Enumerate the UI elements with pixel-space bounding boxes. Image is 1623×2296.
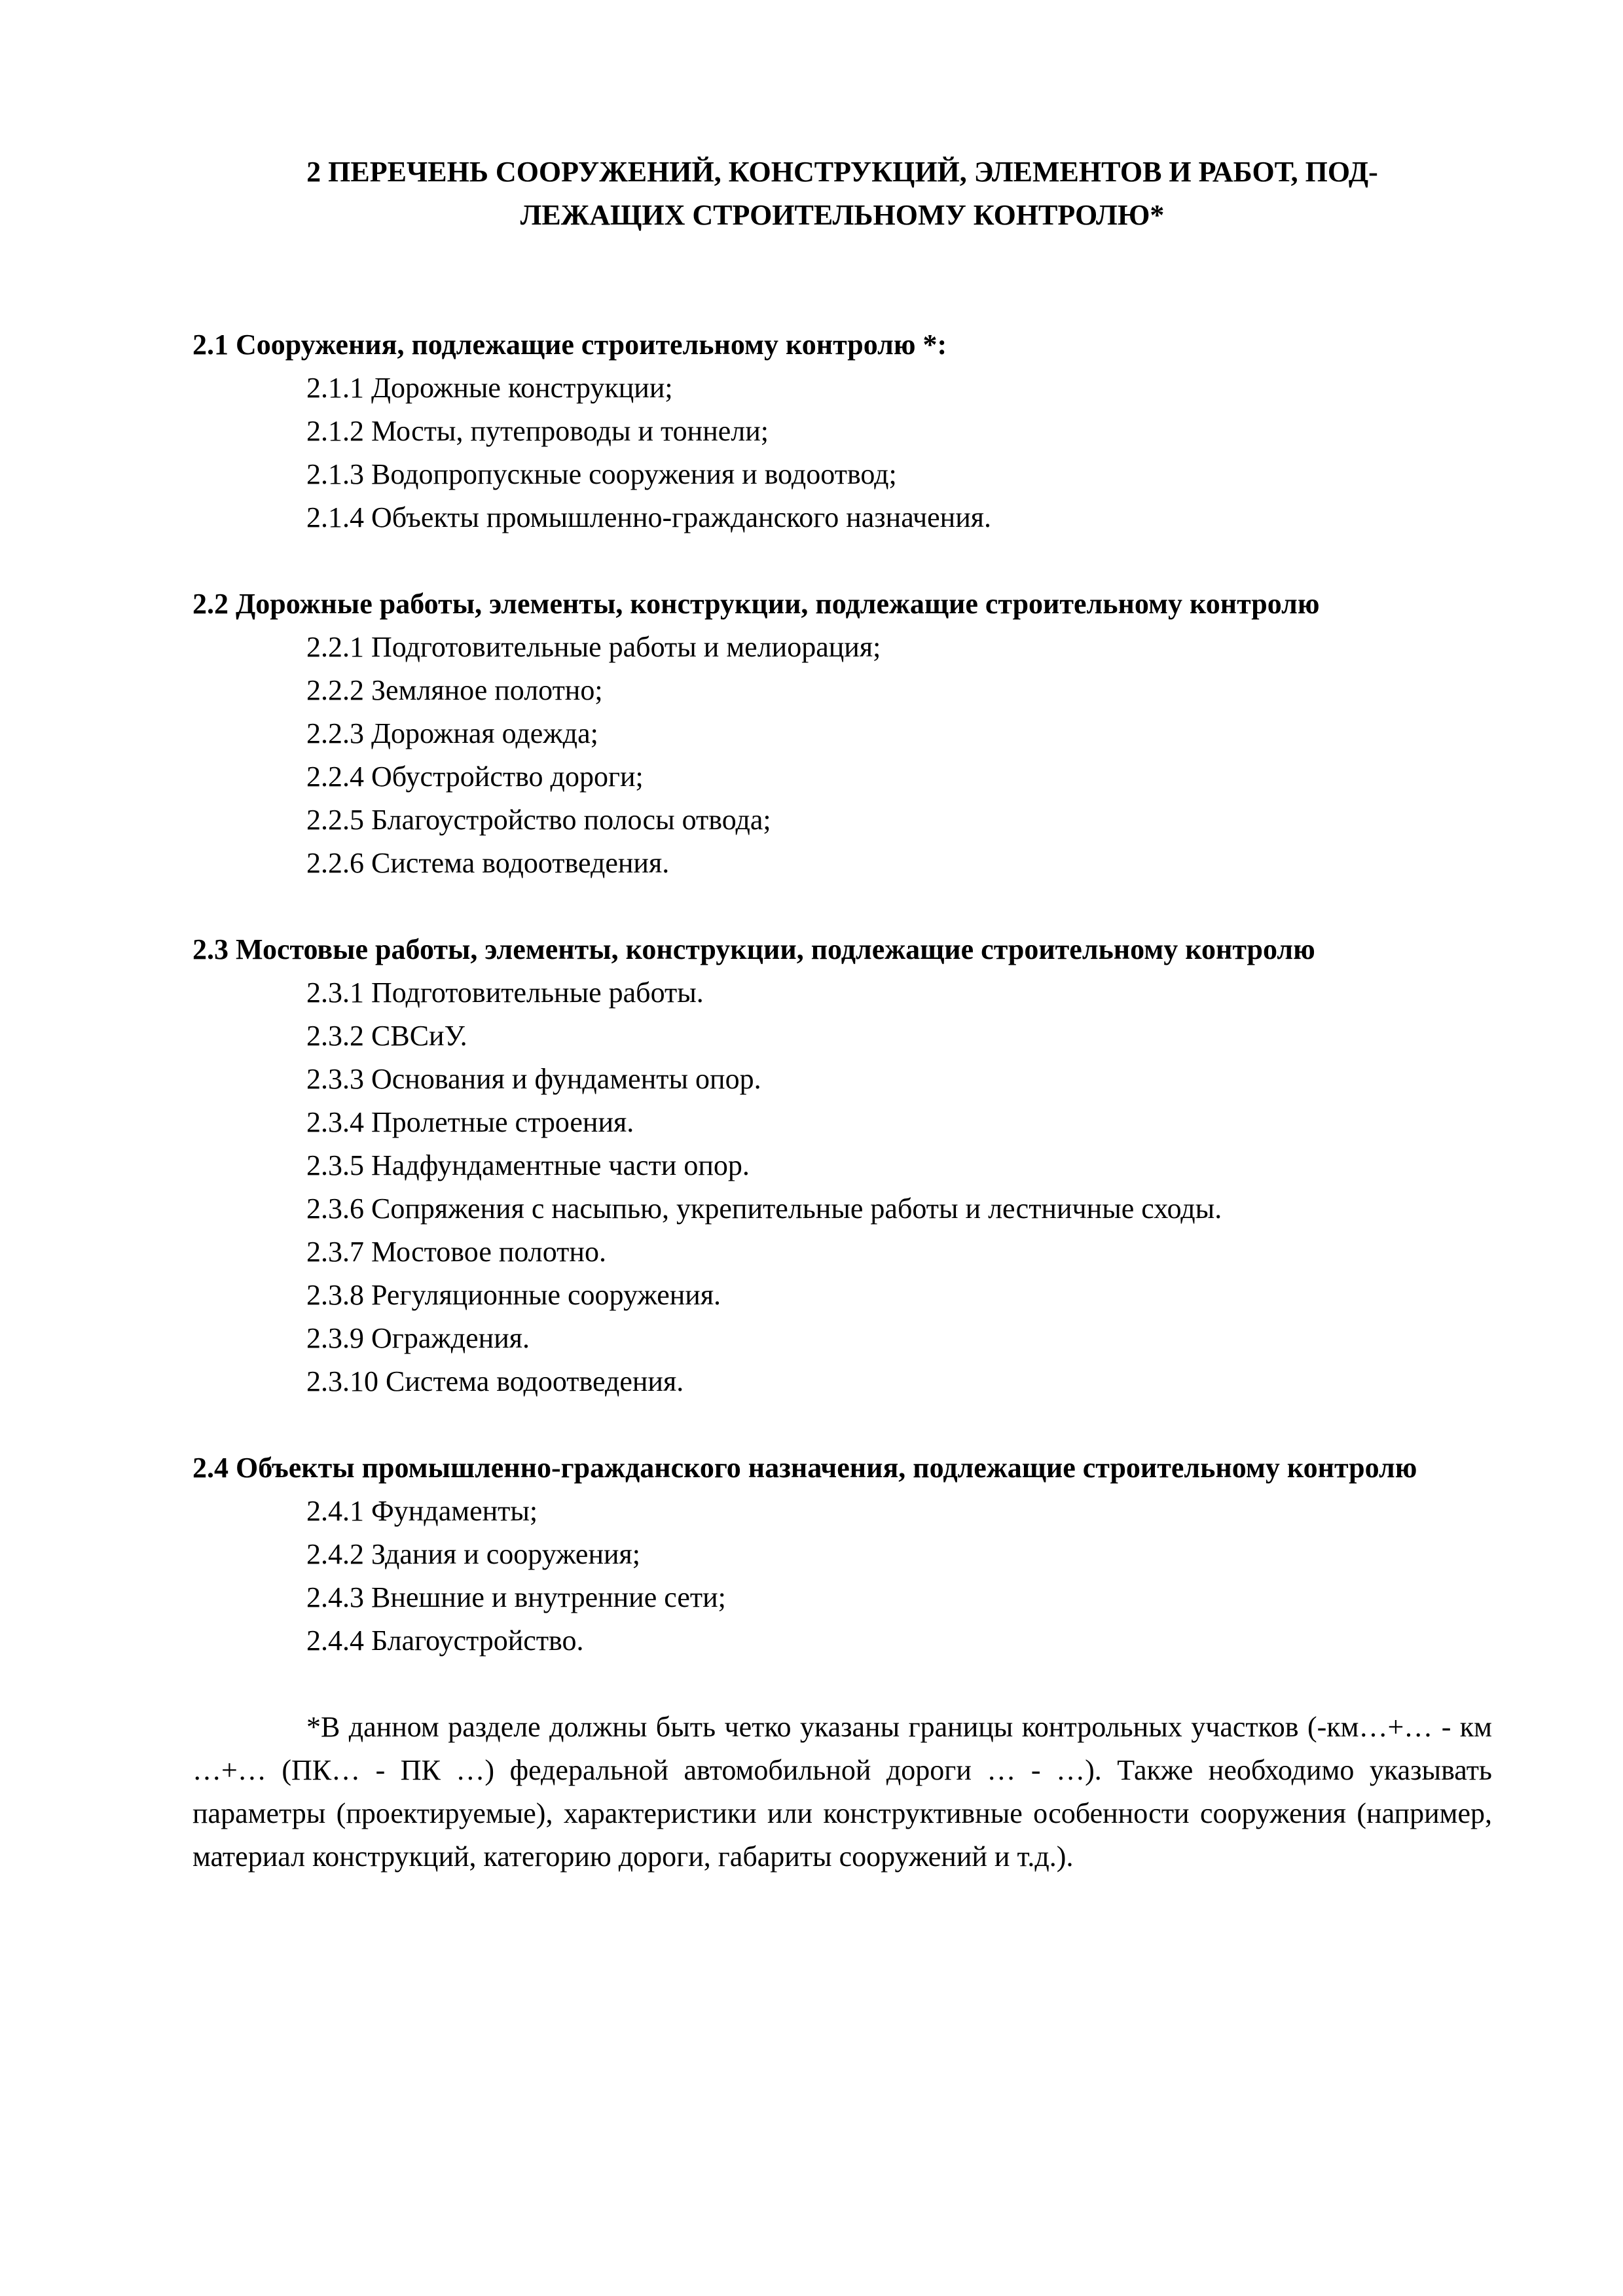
list-item — [306, 1619, 1492, 1662]
document-title-line-2: ЛЕЖАЩИХ СТРОИТЕЛЬНОМУ КОНТРОЛЮ* — [520, 199, 1165, 231]
section-item-list — [192, 1490, 1492, 1662]
item-text: Подготовительные работы. — [371, 977, 704, 1009]
section-2-1 — [192, 323, 1492, 539]
item-text: Фундаменты; — [371, 1495, 538, 1527]
item-number: 2.3.5 — [306, 1149, 364, 1181]
list-item — [306, 712, 1492, 755]
item-text: Надфундаментные части опор. — [371, 1149, 750, 1181]
item-text: Благоустройство полосы отвода; — [371, 804, 771, 836]
section-heading: 2.1 Сооружения, подлежащие строительному контролю *: — [192, 329, 947, 361]
list-item — [306, 842, 1492, 885]
item-text: Земляное полотно; — [371, 674, 603, 706]
list-item — [306, 453, 1492, 496]
list-item — [306, 1187, 1492, 1230]
item-number: 2.4.1 — [306, 1495, 364, 1527]
item-number: 2.3.1 — [306, 977, 364, 1009]
list-item — [306, 1533, 1492, 1576]
list-item — [306, 1101, 1492, 1144]
item-text: Объекты промышленно-гражданского назначения. — [371, 501, 991, 533]
item-number: 2.3.4 — [306, 1106, 364, 1138]
item-text: Обустройство дороги; — [371, 761, 644, 793]
section-2-2 — [192, 583, 1492, 885]
item-text: Мостовое полотно. — [371, 1236, 606, 1268]
list-item — [306, 1317, 1492, 1360]
item-number: 2.4.3 — [306, 1581, 364, 1613]
section-item-list — [192, 626, 1492, 885]
item-text: Здания и сооружения; — [371, 1538, 641, 1570]
item-number: 2.3.2 — [306, 1020, 364, 1052]
list-item — [306, 1576, 1492, 1619]
item-number: 2.3.3 — [306, 1063, 364, 1095]
section-2-3 — [192, 928, 1492, 1403]
list-item — [306, 626, 1492, 669]
list-item — [306, 971, 1492, 1014]
item-text: Внешние и внутренние сети; — [371, 1581, 726, 1613]
item-number: 2.3.7 — [306, 1236, 364, 1268]
list-item — [306, 1490, 1492, 1533]
document-title — [192, 151, 1492, 237]
list-item — [306, 669, 1492, 712]
item-text: Регуляционные сооружения. — [371, 1279, 721, 1311]
item-text: Дорожная одежда; — [371, 717, 598, 749]
item-text: Подготовительные работы и мелиорация; — [371, 631, 881, 663]
item-text: Дорожные конструкции; — [371, 372, 673, 404]
item-text: Сопряжения с насыпью, укрепительные работы и лестничные сходы. — [371, 1193, 1222, 1225]
item-number: 2.2.4 — [306, 761, 364, 793]
item-text: Мосты, путепроводы и тоннели; — [371, 415, 769, 447]
list-item — [306, 496, 1492, 539]
item-number: 2.3.9 — [306, 1322, 364, 1354]
item-text: Благоустройство. — [371, 1624, 584, 1657]
document-page — [192, 151, 1492, 1878]
list-item — [306, 1014, 1492, 1058]
item-text: Система водоотведения. — [386, 1365, 684, 1397]
list-item — [306, 410, 1492, 453]
item-number: 2.1.4 — [306, 501, 364, 533]
list-item — [306, 367, 1492, 410]
item-number: 2.3.10 — [306, 1365, 378, 1397]
item-text: Система водоотведения. — [371, 847, 670, 879]
footnote-paragraph: *В данном разделе должны быть четко указаны границы контрольных участков (-км…+… - км …+… (ПК… - ПК …) федеральной автомобильной дороги … - …). Также необходимо указывать параметры (проектируемые), характеристики или конструктивные особенности сооружения (например, материал конструкций, категорию дороги, габариты сооружений и т.д.). — [192, 1711, 1492, 1873]
section-item-list — [192, 971, 1492, 1403]
list-item — [306, 1230, 1492, 1274]
item-number: 2.4.4 — [306, 1624, 364, 1657]
section-heading: 2.2 Дорожные работы, элементы, конструкции, подлежащие строительному контролю — [192, 588, 1320, 620]
list-item — [306, 1058, 1492, 1101]
item-text: Ограждения. — [371, 1322, 530, 1354]
item-number: 2.2.5 — [306, 804, 364, 836]
item-text: Пролетные строения. — [371, 1106, 634, 1138]
item-text: Водопропускные сооружения и водоотвод; — [371, 458, 897, 490]
section-2-4 — [192, 1446, 1492, 1662]
section-item-list — [192, 367, 1492, 539]
section-heading: 2.3 Мостовые работы, элементы, конструкции, подлежащие строительному контролю — [192, 933, 1315, 965]
item-number: 2.2.2 — [306, 674, 364, 706]
item-number: 2.1.3 — [306, 458, 364, 490]
section-heading: 2.4 Объекты промышленно-гражданского назначения, подлежащие строительному контролю — [192, 1452, 1417, 1484]
item-number: 2.2.6 — [306, 847, 364, 879]
list-item — [306, 1274, 1492, 1317]
item-number: 2.3.8 — [306, 1279, 364, 1311]
item-number: 2.1.1 — [306, 372, 364, 404]
document-title-line-1: 2 ПЕРЕЧЕНЬ СООРУЖЕНИЙ, КОНСТРУКЦИЙ, ЭЛЕМЕНТОВ И РАБОТ, ПОД- — [306, 156, 1378, 188]
list-item — [306, 1144, 1492, 1187]
item-number: 2.2.1 — [306, 631, 364, 663]
item-number: 2.4.2 — [306, 1538, 364, 1570]
item-number: 2.3.6 — [306, 1193, 364, 1225]
list-item — [306, 798, 1492, 842]
item-number: 2.1.2 — [306, 415, 364, 447]
item-text: СВСиУ. — [371, 1020, 467, 1052]
list-item — [306, 1360, 1492, 1403]
list-item — [306, 755, 1492, 798]
item-number: 2.2.3 — [306, 717, 364, 749]
item-text: Основания и фундаменты опор. — [371, 1063, 761, 1095]
